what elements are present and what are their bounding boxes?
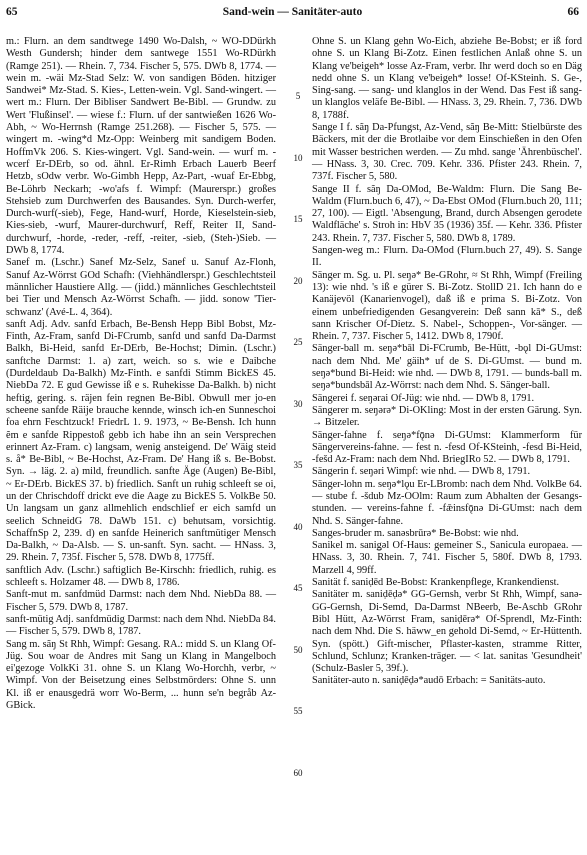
dictionary-entry: Sanität f. saniḍēd Be-Bobst: Krankenpflege, Krankendienst.: [312, 577, 560, 589]
dictionary-entry: Sanikel m. saniǥəl Of-Haus: gemeiner S., Sanicula europaea. — HNass. 3, 30. Rhein. 7, 741. Fischer 5, 580f. DWb 8, 1793. Marzell 4, 99ff.: [312, 540, 582, 576]
dictionary-entry: m.: Flurn. an dem sandtwege 1490 Wo-Dalsh, ~ WO-DDürkh Westh Gundersh; hinder dem santwege 1551 Wo-RDürkh (Ramge 251). — Rhein. 7, 734. Fischer 5, 575. DWb 8, 1774. — wein m. -wäi Mz-Stad Selz: W. von sandigen Böden. hitziger Sandwei* Mz-Stad. S. Kies-, Letten-wein. Vgl. Sand-wingert. — wert m.: Flurn. Der Bibliser Sandwert Be-Bibl. — Grundw. zu Wert 'Flußinsel'. — wiese f.: Flurn. uf der santwießen 1626 Wo-Abh, ~ Wo-Herrnsh (Ramge 251.268). — Fischer 5, 575. — wingert m. -wing*d Mz-Opp: Weinberg mit sandigem Boden. HoffmVk 206. S. Kies-wingert. Vgl. Sand-wein. — wurf m. -wcerf Er-DErb, so od. ähnl. Er-Rimh Erbach Lauerb Beerf Hetzb, sOdw verbr. Wo-Gimbh Hepp, Az-Part, -wuaf Er-Ebbg, Be-Löhrb Neckarh; -wo'afs f. Wimpf: (Maurerspr.) großes Stehsieb zum Durchwerfen des Bausandes. Syn. Durch-werfer, Durch-wurf(-sieb), Fege, Hand-wurf, Horde, Kieselstein-sieb, Kies-sieb, -wurf, Maurer-durchwurf, Reff, Reiter II, Sand-durchwurf, -horde, -reder, -reff, -reiter, -sieb, (Steh-)Sieb. — DWb 8, 1774.: [6, 36, 276, 257]
dictionary-entry: Sänger-lohn m. seŋə*lǫu Er-LBromb: nach dem Nhd. VolkBe 64. — stube f. -šdub Mz-OOlm: Raum zum Abhalten der Gesangs-stunden. — vereins-fahne f. -fǣinsfǭnə Di-GUmst: nach dem Nhd. S. Sänger-fahne.: [312, 478, 582, 527]
line-number: 55: [293, 706, 303, 716]
page-number-left: 65: [6, 6, 18, 18]
dictionary-entry: Sanft-mut m. sanfdmüd Darmst: nach dem Nhd. NiebDa 88. — Fischer 5, 579. DWb 8, 1787.: [6, 589, 276, 613]
line-number: 20: [293, 275, 303, 286]
dictionary-entry: sanft Adj. Adv. sanfd Erbach, Be-Bensh Hepp Bibl Bobst, Mz-Finth, Az-Fram, sanfd Di-FCrumb, sanfd und sanfd Da-Darmst Balkh, Bi-Heid, sanfd Er-DErb, Be-Hochst; Dimin. (Lschr.) sanftche Darmst: 1. a) zart, weich. so s. wie e Daibche (Durdeldaub Da-Balkh) Mz-Finth. e sanfdi Stimm BickES 45. NiebDa 72. E gud Gewisse iß e s. Ruhekisse Da-Balkh. b) nicht heftig, gering. s. räjen fein regnen Be-Bibl. Obwull mer jo-en scheene sanfde Räije brauche kennde, winsch ich-en Sunneschoi foa ehrn Feschtzuck! FriedrL 1. 9. 1973, ~ Be-Bensh. Ich hunn ẽm e sanfde Rippestoß gebb ich habe ihn an sein Versprechen erinnert Az-Fram. c) langsam, wenig ansteigend. De' Wäig steid s. å* Be-Bibl, ~ Be-Hochst, Az-Fram. De' Hang iß s. Be-Bobst. Syn. → läg. 2. a) mild, freundlich. sanfte Äge (Augen) Be-Bibl, ~ Er-DErb. BickES 37. b) friedlich. Sanft un ruhig schleeft se oi, un der Chrischdoff drickt eve die Aage zu BickES 5. VolkBe 50. Un langsam un ganz allmehlich endschlief er eich samfd un seelich SchneidG 78. DaWb 151. c) behutsam, vorsichtig. SchaffnSp 2, 239. d) en sanfde Heinerich sanftmütiger Mensch Da-Balkh, ~ Da-Alsb. — S. un-sanft. Syn. sacht. — HNass. 3, 29. Rhein. 7, 735f. Fischer 5, 578. DWb 8, 1775ff.: [6, 318, 276, 564]
page-number-right: 66: [567, 6, 579, 18]
dictionary-entry: Sang m. sãŋ St Rhh, Wimpf: Gesang. RA.: midd S. un Klang Of-Jüg. Sou woar de Andres mit Sang un Klang in Mangelboch ei'gezoge VolkKi 31. ohne S. un Klang Wo-Horchh, verbr, ~ Wimpf. Von der Beisetzung eines Selbstmörders: Ohne S. unn Kl. iß er enausgedrä worr Wo-Berm, ... hunn se'n begråb Az-GBick.: [6, 638, 276, 712]
line-number: 45: [293, 583, 303, 593]
line-number: 30: [293, 398, 303, 409]
dictionary-entry: Sängerei f. seŋərai Of-Jüg: wie nhd. — DWb 8, 1791.: [312, 392, 535, 404]
line-number: 15: [293, 214, 303, 224]
dictionary-entry: Sängerin f. seŋəri Wimpf: wie nhd. — DWb 8, 1791.: [312, 466, 531, 478]
line-number: 35: [293, 460, 303, 470]
line-number: 25: [293, 337, 303, 347]
line-number: 50: [293, 644, 303, 655]
dictionary-entry: Ohne S. un Klang gehn Wo-Eich, abziehe Be-Bobst; er iß ford ohne S. un Klang Bi-Zotz. Einen festlichen Anlaß ohne S. un Klang ve'beigeh* losse Az-Fram, verbr. Ihr werd doch so en Däg nedd ohne S. un Klang ve'beigeh* losse! Of-KSteinh. S. Ge-, Sing-sang. — sang- und klanglos in der Wend. Das Fest iß sang- un klanglos veläfe Be-Bibl. — HNass. 3, 29. Rhein. 7, 736. DWb 8, 1788f.: [312, 36, 582, 121]
line-number: 60: [293, 767, 303, 778]
running-title: Sand-wein — Sanitäter-auto: [222, 6, 363, 18]
dictionary-entry: Sangen-weg m.: Flurn. Da-OMod (Flurn.buch 27, 49). S. Sange II.: [312, 245, 582, 269]
dictionary-entry: Sänger-fahne f. seŋə*fǭnə Di-GUmst: Klammerform für Sängervereins-fahne. — fest n. -fesd Of-KSteinh, -fesd Bi-Heid, -fešd Az-Fram: nach dem Nhd. BriegIRo 52. — DWb 8, 1791.: [312, 429, 582, 466]
dictionary-entry: Sängerer m. seŋərə* Di-OKling: Most in der ersten Gärung. Syn. → Bitzeler.: [312, 404, 582, 429]
dictionary-entry: Sanitäter-auto n. saniḍēḍə*audō Erbach: = Sanitäts-auto.: [312, 675, 546, 687]
dictionary-entry: Sanges-bruder m. sanəsbrūrə* Be-Bobst: wie nhd.: [312, 527, 519, 539]
line-number: 40: [293, 521, 303, 532]
dictionary-entry: Sanef m. (Lschr.) Sanef Mz-Selz, Sanef u. Sanuf Az-Flonh, Sanuf Az-Wörrst GOd Schafh: (Viehhändlerspr.) Geschlechtsteil männlicher Haustiere Allg. — (jidd.) männliches Geschlechtsteil bei Tier und Mensch Az-Wörrst Schafh. — jidd. sonow 'Tier-schwanz' (Avé-L. 4, 364).: [6, 257, 276, 318]
dictionary-entry: Sänger-ball m. seŋə*bāl Di-FCrumb, Be-Hütt, -bǫl Di-GUmst: nach dem Nhd. Me' gäih* uf de S. Di-GUmst. — bund m. seŋə*bund Bi-Heid: wie nhd. — DWb 8, 1791. — bunds-ball m. seŋə*bundsbāl Az-Wörrst: nach dem Nhd. S. Sänger-ball.: [312, 343, 582, 392]
right-column: [312, 36, 582, 688]
line-number: 5: [295, 91, 301, 101]
dictionary-entry: Sänger m. Sg. u. Pl. seŋə* Be-GRohr, ≈ St Rhh, Wimpf (Freiling 13): wie nhd. 's iß e gürer S. Bi-Zotz. StollD 21. Ich hann do e Kanäjevöl (Kanarienvogel), daß iß e prima S. Bi-Zotz. Von einem unbefriedigenden Gesangverein: Deß sann kā* S., deß sann Krischer Of-Dietz. S. Nabel-, Schoppen-, Vor-sänger. — Rhein. 7, 737. Fischer 5, 1412. DWb 8, 1790f.: [312, 269, 582, 343]
left-column: [6, 36, 276, 712]
dictionary-entry: Sanitäter m. saniḍēḍə* GG-Gernsh, verbr St Rhh, Wimpf, sanə- GG-Gernsh, Di-Semd, Da-Darmst NBeerb, Be-Aschb GRohr Bibl Hütt, Az-Wörrst Fram, saniḍērə* Of-Sprendl, Mz-Finth: nach dem Nhd. Die S. häww_en gehold Di-Semd, ~ Er-Hüttenth. Syn. (spött.) Gift-mischer, Pflaster-kasten, stramme Ritter, Schlund, Schlunz; Kranken-träger. — < lat. sanitas 'Gesundheit' (Schulz-Basler 5, 39f.).: [312, 589, 582, 675]
page-header: [6, 6, 579, 22]
dictionary-entry: sanft-mütig Adj. sanfdmüdig Darmst: nach dem Nhd. NiebDa 84. — Fischer 5, 579. DWb 8, 1787.: [6, 613, 276, 638]
dictionary-entry: Sange II f. sãŋ Da-OMod, Be-Waldm: Flurn. Die Sang Be-Waldm (Flurn.buch 6, 47), ~ Da-Ebst OMod (Flurn.buch 20, 111; 27, 100). — Eigtl. 'Absengung, Brand, durch Absengen gerodete Waldfläche' s. Stroh in: HbV 35 (1936) 35f. — Kehr. 336. Pfister 243. Rhein. 7, 737. Fischer 5, 580. DWb 8, 1789.: [312, 183, 582, 244]
dictionary-entry: Sange I f. sãŋ Da-Pfungst, Az-Vend, sãŋ Be-Mitt: Stielbürste des Bäckers, mit der die Brotlaibe vor dem Einschießen in den Ofen mit Wasser bestrichen werden. — Zu mhd. sange 'Ährenbüschel'. — HNass. 3, 30. Crec. 709. Kehr. 336. Pfister 243. Rhein. 7, 737f. Fischer 5, 580.: [312, 122, 582, 183]
line-number: 10: [293, 152, 303, 163]
dictionary-entry: sanftlich Adv. (Lschr.) saftiglich Be-Kirschh: friedlich, ruhig. es schleeft s. Holzamer 48. — DWb 8, 1786.: [6, 564, 276, 589]
